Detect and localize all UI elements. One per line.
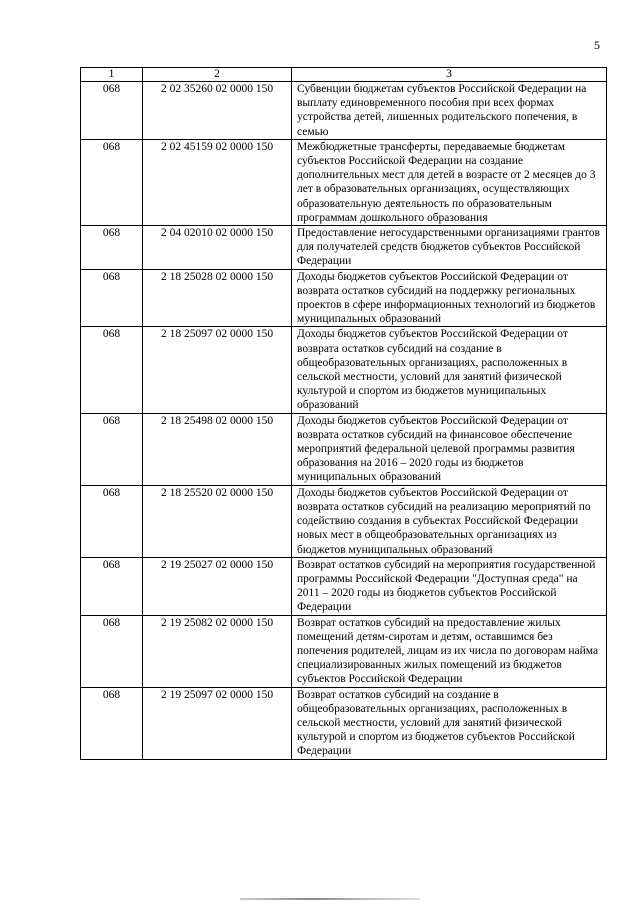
admin-code-cell: 068 xyxy=(81,327,143,413)
admin-code-cell: 068 xyxy=(81,226,143,270)
table-row xyxy=(81,269,607,327)
scan-artifact-line xyxy=(240,898,420,900)
description-cell: Доходы бюджетов субъектов Российской Федерации от возврата остатков субсидий на поддержку региональных проектов в сфере информационных технологий из бюджетов муниципальных образований xyxy=(292,269,607,327)
table-row xyxy=(81,139,607,225)
table-row xyxy=(81,413,607,485)
admin-code-cell: 068 xyxy=(81,557,143,615)
budget-code-cell: 2 18 25520 02 0000 150 xyxy=(143,485,292,557)
table-row xyxy=(81,327,607,413)
table-row xyxy=(81,485,607,557)
budget-code-cell: 2 04 02010 02 0000 150 xyxy=(143,226,292,270)
column-header-2: 2 xyxy=(143,68,292,82)
budget-code-cell: 2 02 45159 02 0000 150 xyxy=(143,139,292,225)
table-row xyxy=(81,557,607,615)
admin-code-cell: 068 xyxy=(81,413,143,485)
admin-code-cell: 068 xyxy=(81,82,143,140)
budget-code-cell: 2 18 25028 02 0000 150 xyxy=(143,269,292,327)
description-cell: Доходы бюджетов субъектов Российской Федерации от возврата остатков субсидий на реализацию мероприятий по содействию создания в субъектах Российской Федерации новых мест в общеобразовательных организациях из бюджетов муниципальных образований xyxy=(292,485,607,557)
table-row xyxy=(81,82,607,140)
budget-code-cell: 2 02 35260 02 0000 150 xyxy=(143,82,292,140)
admin-code-cell: 068 xyxy=(81,687,143,759)
description-cell: Предоставление негосударственными организациями грантов для получателей средств бюджетов субъектов Российской Федерации xyxy=(292,226,607,270)
page-number: 5 xyxy=(594,38,600,52)
description-cell: Доходы бюджетов субъектов Российской Федерации от возврата остатков субсидий на создание в общеобразовательных организациях, расположенных в сельской местности, условий для занятий физической культурой и спортом из бюджетов муниципальных образований xyxy=(292,327,607,413)
admin-code-cell: 068 xyxy=(81,139,143,225)
budget-code-cell: 2 18 25097 02 0000 150 xyxy=(143,327,292,413)
description-cell: Доходы бюджетов субъектов Российской Федерации от возврата остатков субсидий на финансовое обеспечение мероприятий федеральной целевой программы развития образования на 2016 – 2020 годы из бюджетов муниципальных образований xyxy=(292,413,607,485)
budget-code-cell: 2 19 25027 02 0000 150 xyxy=(143,557,292,615)
description-cell: Возврат остатков субсидий на предоставление жилых помещений детям-сиротам и детям, оставшимся без попечения родителей, лицам из их числа по договорам найма специализированных жилых помещений из бюджетов субъектов Российской Федерации xyxy=(292,615,607,687)
admin-code-cell: 068 xyxy=(81,269,143,327)
admin-code-cell: 068 xyxy=(81,615,143,687)
description-cell: Субвенции бюджетам субъектов Российской Федерации на выплату единовременного пособия при всех формах устройства детей, лишенных родительского попечения, в семью xyxy=(292,82,607,140)
budget-code-cell: 2 18 25498 02 0000 150 xyxy=(143,413,292,485)
table-row xyxy=(81,226,607,270)
description-cell: Межбюджетные трансферты, передаваемые бюджетам субъектов Российской Федерации на создание дополнительных мест для детей в возрасте от 2 месяцев до 3 лет в образовательных организациях, осуществляющих образовательную деятельность по образовательным программам дошкольного образования xyxy=(292,139,607,225)
column-header-1: 1 xyxy=(81,68,143,82)
table-row xyxy=(81,687,607,759)
description-cell: Возврат остатков субсидий на создание в общеобразовательных организациях, расположенных в сельской местности, условий для занятий физической культурой и спортом из бюджетов субъектов Российской Федерации xyxy=(292,687,607,759)
admin-code-cell: 068 xyxy=(81,485,143,557)
column-header-3: 3 xyxy=(292,68,607,82)
table-header-row xyxy=(81,68,607,82)
budget-code-cell: 2 19 25082 02 0000 150 xyxy=(143,615,292,687)
description-cell: Возврат остатков субсидий на мероприятия государственной программы Российской Федерации "Доступная среда" на 2011 – 2020 годы из бюджетов субъектов Российской Федерации xyxy=(292,557,607,615)
budget-code-cell: 2 19 25097 02 0000 150 xyxy=(143,687,292,759)
budget-codes-table xyxy=(80,67,607,760)
table-body xyxy=(81,82,607,760)
table-row xyxy=(81,615,607,687)
